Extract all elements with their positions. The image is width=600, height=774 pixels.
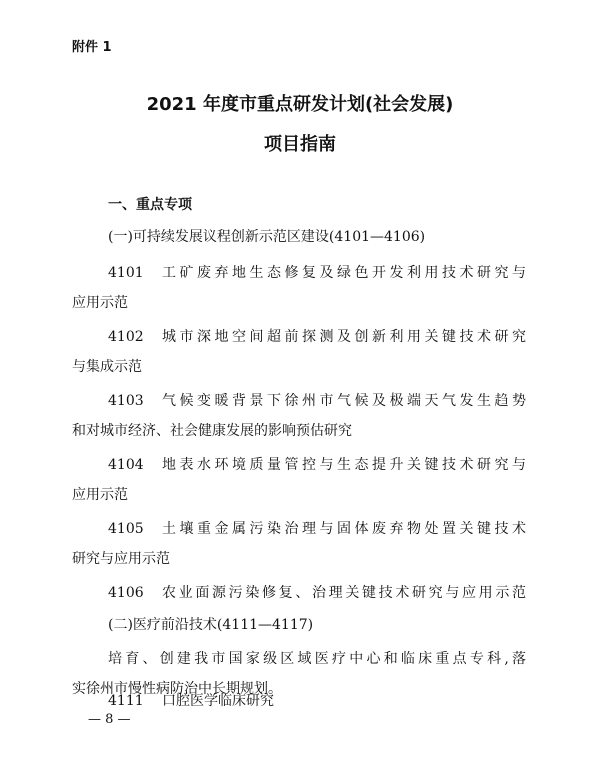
list-item bbox=[108, 262, 526, 282]
item-text: 地表水环境质量管控与生态提升关键技术研究与 bbox=[162, 457, 526, 473]
item-text: 工矿废弃地生态修复及绿色开发利用技术研究与 bbox=[162, 265, 526, 281]
item-code: 4105 bbox=[108, 521, 144, 537]
item-code: 4103 bbox=[108, 393, 144, 409]
paragraph-continuation: 实徐州市慢性病防治中长期规划。 bbox=[72, 681, 282, 697]
item-text-continuation: 应用示范 bbox=[72, 487, 128, 503]
item-text: 农业面源污染修复、治理关键技术研究与应用示范 bbox=[162, 585, 526, 601]
item-text-continuation: 和对城市经济、社会健康发展的影响预估研究 bbox=[72, 423, 352, 439]
list-item bbox=[108, 454, 526, 474]
list-item bbox=[108, 390, 526, 410]
attachment-label: 附件 1 bbox=[72, 40, 112, 55]
document-title: 2021 年度市重点研发计划(社会发展) bbox=[146, 94, 454, 115]
page-number: — 8 — bbox=[88, 712, 131, 727]
item-text: 土壤重金属污染治理与固体废弃物处置关键技术 bbox=[162, 521, 526, 537]
item-text: 城市深地空间超前探测及创新利用关键技术研究 bbox=[162, 329, 526, 345]
item-text: 口腔医学临床研究 bbox=[162, 693, 274, 709]
subsection-heading-1: (一)可持续发展议程创新示范区建设(4101—4106) bbox=[108, 229, 426, 245]
list-item bbox=[108, 518, 526, 538]
subsection-heading-2: (二)医疗前沿技术(4111—4117) bbox=[108, 617, 314, 633]
item-code: 4104 bbox=[108, 457, 144, 473]
list-item bbox=[108, 582, 526, 602]
item-code: 4101 bbox=[108, 265, 144, 281]
paragraph-line bbox=[108, 648, 526, 668]
item-code: 4106 bbox=[108, 585, 144, 601]
document-subtitle: 项目指南 bbox=[264, 134, 336, 155]
item-text-continuation: 研究与应用示范 bbox=[72, 551, 170, 567]
item-text-continuation: 与集成示范 bbox=[72, 359, 142, 375]
paragraph-text: 培育、创建我市国家级区域医疗中心和临床重点专科,落 bbox=[108, 651, 526, 667]
list-item bbox=[108, 690, 274, 710]
item-text: 气候变暖背景下徐州市气候及极端天气发生趋势 bbox=[162, 393, 526, 409]
list-item bbox=[108, 326, 526, 346]
item-text-continuation: 应用示范 bbox=[72, 295, 128, 311]
item-code: 4111 bbox=[108, 693, 144, 709]
section-heading-1: 一、重点专项 bbox=[108, 197, 192, 213]
item-code: 4102 bbox=[108, 329, 144, 345]
